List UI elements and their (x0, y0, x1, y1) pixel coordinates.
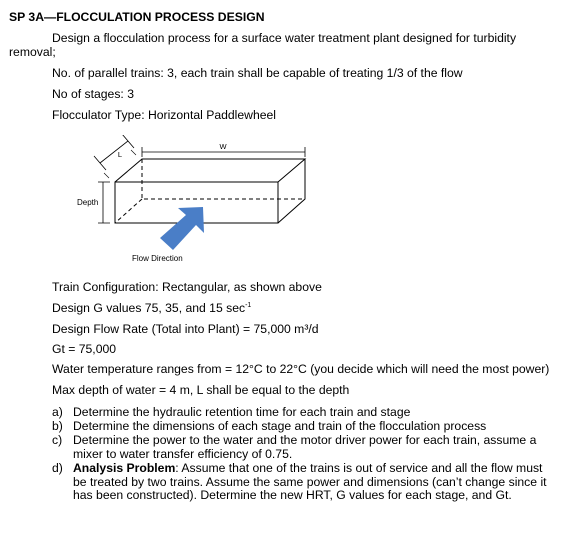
spec-stages: No of stages: 3 (52, 87, 134, 101)
intro-text-line1: Design a flocculation process for a surface water treatment plant designed for turbidity (52, 31, 517, 45)
tank-hidden-edges (142, 159, 305, 199)
page-title: SP 3A—FLOCCULATION PROCESS DESIGN (9, 10, 265, 24)
task-text: Analysis Problem: Assume that one of the trains is out of service and all the flow must be treated by two trains. Assume the same power and dimensions (can’t change since it has been constructed). Determine the new HRT, G values for each stage, and Gt. (73, 461, 547, 502)
param-gt: Gt = 75,000 (52, 342, 117, 356)
task-text: Determine the hydraulic retention time for each train and stage (73, 405, 411, 419)
task-text: Determine the dimensions of each stage and train of the flocculation process (73, 419, 487, 433)
length-dimension-line (100, 141, 128, 163)
spec-trains: No. of parallel trains: 3, each train shall be capable of treating 1/3 of the flow (52, 66, 463, 80)
task-marker: c) (52, 433, 63, 447)
param-flow-rate: Design Flow Rate (Total into Plant) = 75,000 m³/d (52, 322, 319, 336)
label-l: L (117, 150, 123, 159)
label-flow-direction: Flow Direction (132, 254, 183, 263)
param-max-depth: Max depth of water = 4 m, L shall be equal to the depth (52, 383, 350, 397)
param-g-values: Design G values 75, 35, and 15 $\sec^{-1}$ (52, 301, 252, 315)
task-text: Determine the power to the water and the motor driver power for each train, assume a mixer to water transfer efficiency of 0.75. (73, 433, 537, 461)
label-depth: Depth (77, 198, 99, 207)
task-marker: a) (52, 405, 63, 419)
flow-direction-arrow (160, 207, 204, 250)
tank-top-face (115, 159, 305, 182)
flocculator-diagram (60, 135, 320, 270)
param-configuration: Train Configuration: Rectangular, as shown above (52, 280, 322, 294)
task-marker: b) (52, 419, 63, 433)
tank-right-face (278, 159, 305, 223)
label-w: W (219, 142, 227, 151)
g-exponent: -1 (245, 301, 252, 309)
param-temperature: Water temperature ranges from = 12°C to 22°C (you decide which will need the most power) (52, 362, 550, 376)
task-marker: d) (52, 461, 63, 475)
task-emphasis: Analysis Problem (73, 461, 176, 475)
spec-flocculator-type: Flocculator Type: Horizontal Paddlewheel (52, 108, 277, 122)
intro-text-line2: removal; (9, 45, 56, 59)
